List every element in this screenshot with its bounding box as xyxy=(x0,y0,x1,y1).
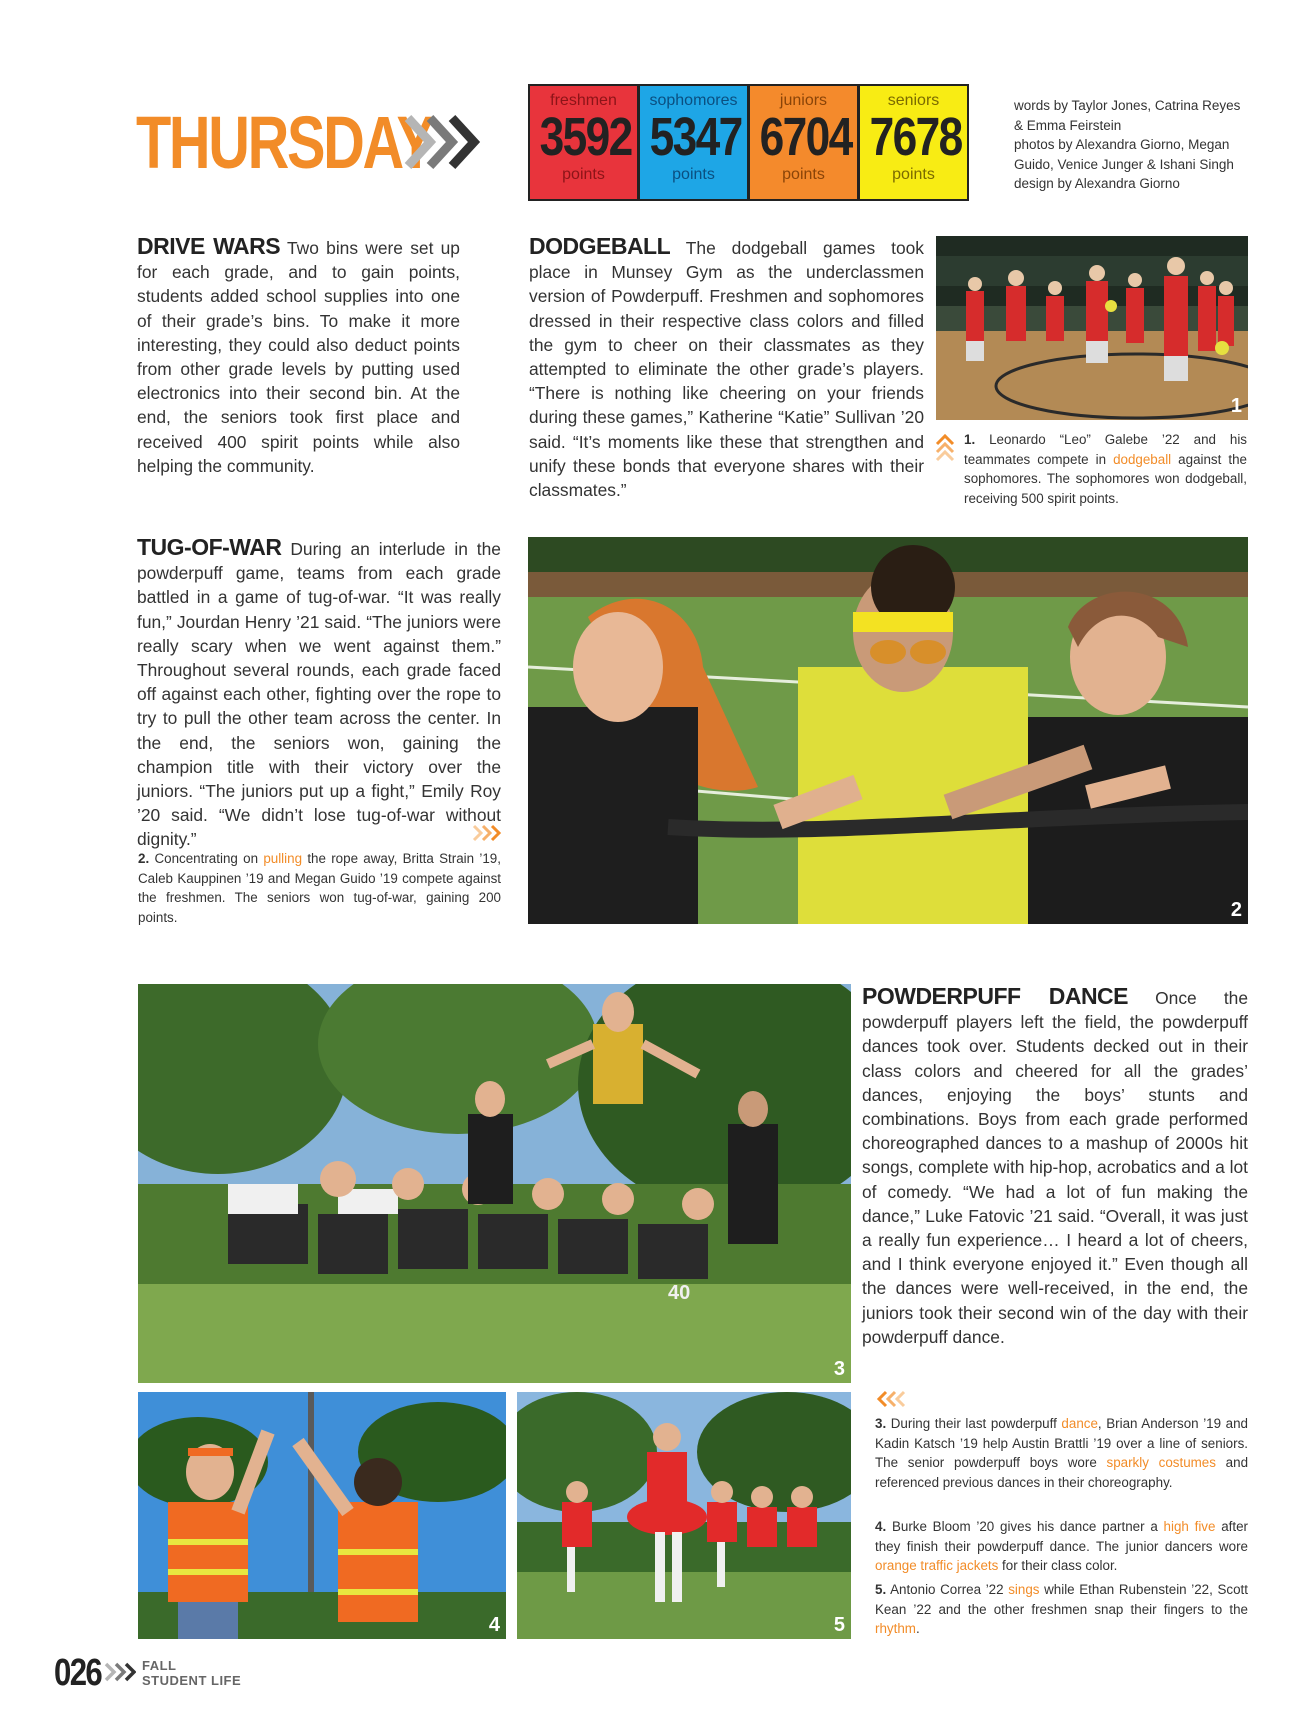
caption-2 xyxy=(138,849,501,927)
chevron-left-icon xyxy=(876,1390,906,1413)
score-seniors xyxy=(858,84,969,201)
photo-dodgeball xyxy=(936,236,1248,420)
article-drive-wars xyxy=(137,234,460,478)
score-grade-label: freshmen xyxy=(550,92,617,109)
chevron-right-icon xyxy=(472,824,502,847)
credit-line: words by Taylor Jones, Catrina Reyes xyxy=(1014,98,1241,113)
caption-highlight: rhythm xyxy=(875,1621,916,1636)
article-heading: TUG-OF-WAR xyxy=(137,534,282,560)
caption-text: while Ethan Rubenstein ’22, Scott Kean ’22 and the other freshmen snap their fingers to the xyxy=(875,1582,1248,1617)
caption-highlight: high five xyxy=(1163,1519,1216,1534)
article-body: The dodgeball games took place in Munsey Gym as the underclassmen version of Powderpuff. Freshmen and sophomores dressed in their respective class colors and filled the gym to cheer on their classmates as they attempted to eliminate the other grade’s players. “There is nothing like cheering on your friends during these games,” Katherine “Katie” Sullivan ’20 said. “It’s moments like these that strengthen and unify these bonds that everyone shares with their classmates.” xyxy=(529,238,924,501)
caption-highlight: orange traffic jackets xyxy=(875,1558,999,1573)
photo-number: 3 xyxy=(833,1358,845,1380)
caption-text: for their class color. xyxy=(998,1558,1118,1573)
section-label xyxy=(142,1658,241,1688)
score-grade-label: juniors xyxy=(779,92,828,109)
caption-number: 1. xyxy=(964,432,976,447)
caption-text: and referenced previous dances in their choreography. xyxy=(875,1455,1249,1490)
credit-line: photos by Alexandra Giorno, Megan xyxy=(1014,137,1230,152)
credit-line: & Emma Feirstein xyxy=(1014,117,1122,133)
caption-text: , Brian Anderson ’19 and Kadin Katsch ’19 help Austin Brattli ’19 over a line of seniors. The senior powderpuff boys wore xyxy=(875,1416,1248,1470)
article-heading: DODGEBALL xyxy=(529,233,671,259)
article-heading: DRIVE WARS xyxy=(137,233,281,259)
caption-3 xyxy=(875,1414,1248,1492)
title-chevron-icon xyxy=(398,112,498,177)
section-line: STUDENT LIFE xyxy=(142,1673,242,1688)
caption-text: Antonio Correa ’22 xyxy=(890,1582,1009,1597)
page-title: THURSDAY xyxy=(136,101,433,184)
score-points-label: points xyxy=(562,166,605,183)
article-body: Two bins were set up for each grade, and to gain points, students added school supplies into one of their grade’s bins. To make it more interesting, they could also deduct points from other grade levels by putting used electronics into their second bin. At the end, the seniors took first place and received 400 spirit points while also helping the community. xyxy=(137,238,460,476)
score-juniors xyxy=(748,84,859,201)
score-points-label: points xyxy=(672,166,715,183)
score-value: 7678 xyxy=(869,107,962,167)
caption-highlight: dodgeball xyxy=(1113,451,1172,467)
caption-highlight: dance xyxy=(1061,1416,1098,1431)
score-sophomores xyxy=(638,84,749,201)
article-body: Once the powderpuff players left the field, the powderpuff dances took over. Students decked out in their class colors and cheered for all the grades’ dances, enjoying the boys’ stunts and combinations. Boys from each grade performed choreographed dances to a mashup of 2000s hit songs, complete with hip-hop, acrobatics and a lot of comedy. “We had a lot of fun making the dance,” Luke Fatovic ’21 said. “Overall, it was just a really fun experience… I heard a lot of cheers, and I think everyone enjoyed it.” Even though all the dances were well-received, in the end, the juniors took their second win of the day with their powderpuff dance. xyxy=(862,988,1248,1347)
caption-highlight: sings xyxy=(1008,1582,1040,1597)
chevron-up-icon xyxy=(935,432,955,467)
page-number: 026 xyxy=(54,1652,102,1694)
photo-number: 2 xyxy=(1230,899,1242,921)
credits xyxy=(1014,96,1254,194)
caption-highlight: sparkly costumes xyxy=(1106,1455,1216,1470)
photo-high-five xyxy=(138,1392,506,1639)
caption-text: . xyxy=(915,1621,920,1636)
photo-number: 4 xyxy=(488,1614,500,1636)
article-powderpuff-dance xyxy=(862,984,1248,1349)
caption-5 xyxy=(875,1580,1248,1639)
credit-line: design by Alexandra Giorno xyxy=(1014,176,1180,191)
score-value: 6704 xyxy=(759,107,852,167)
caption-text: Leonardo “Leo” Galebe ’22 and his teammates compete in xyxy=(964,432,1247,467)
article-dodgeball xyxy=(529,234,924,502)
caption-number: 3. xyxy=(875,1416,887,1431)
caption-number: 5. xyxy=(875,1582,887,1597)
photo-powderpuff-dance xyxy=(138,984,851,1383)
caption-text: Concentrating on xyxy=(154,851,264,866)
photo-number: 5 xyxy=(833,1614,845,1636)
photo-tug-of-war xyxy=(528,537,1248,924)
caption-number: 4. xyxy=(875,1519,887,1534)
footer-chevron-icon xyxy=(104,1662,136,1687)
article-body: During an interlude in the powderpuff game, teams from each grade battled in a game of tug-of-war. “It was really fun,” Jourdan Henry ’21 said. “The juniors were really scary when we went against them.” Throughout several rounds, each grade faced off against each other, fighting over the rope to try to pull the other team across the center. In the end, the seniors won, gaining the champion title with their victory over the juniors. “The juniors put up a fight,” Emily Roy ’20 said. “We didn’t lose tug-of-war without dignity.” xyxy=(137,539,501,850)
score-grade-label: sophomores xyxy=(649,92,738,109)
svg-text:40: 40 xyxy=(668,1282,691,1304)
caption-text: against the sophomores. The sophomores won dodgeball, receiving 500 spirit points. xyxy=(964,451,1247,506)
caption-4 xyxy=(875,1517,1248,1576)
caption-text: after they finish their powderpuff dance. The junior dancers wore xyxy=(875,1519,1249,1554)
section-line: FALL xyxy=(142,1658,177,1673)
photo-freshmen-snap xyxy=(517,1392,851,1639)
caption-highlight: pulling xyxy=(263,851,303,866)
score-freshmen xyxy=(528,84,639,201)
caption-text: Burke Bloom ’20 gives his dance partner a xyxy=(891,1519,1164,1534)
score-points-label: points xyxy=(892,166,935,183)
caption-text: the rope away, Britta Strain ’19, Caleb Kauppinen ’19 and Megan Guido ’19 compete against the freshmen. The seniors won tug-of-war, gaining 200 points. xyxy=(138,851,501,925)
score-grade-label: seniors xyxy=(887,92,940,109)
photo-number: 1 xyxy=(1230,395,1242,417)
caption-1 xyxy=(964,430,1247,508)
caption-number: 2. xyxy=(138,851,150,866)
caption-text: During their last powderpuff xyxy=(890,1416,1062,1431)
score-value: 5347 xyxy=(649,107,742,167)
score-points-label: points xyxy=(782,166,825,183)
credit-line: Guido, Venice Junger & Ishani Singh xyxy=(1014,156,1234,172)
score-value: 3592 xyxy=(539,107,632,167)
article-heading: POWDERPUFF DANCE xyxy=(862,983,1129,1009)
article-tug-of-war xyxy=(137,535,501,852)
